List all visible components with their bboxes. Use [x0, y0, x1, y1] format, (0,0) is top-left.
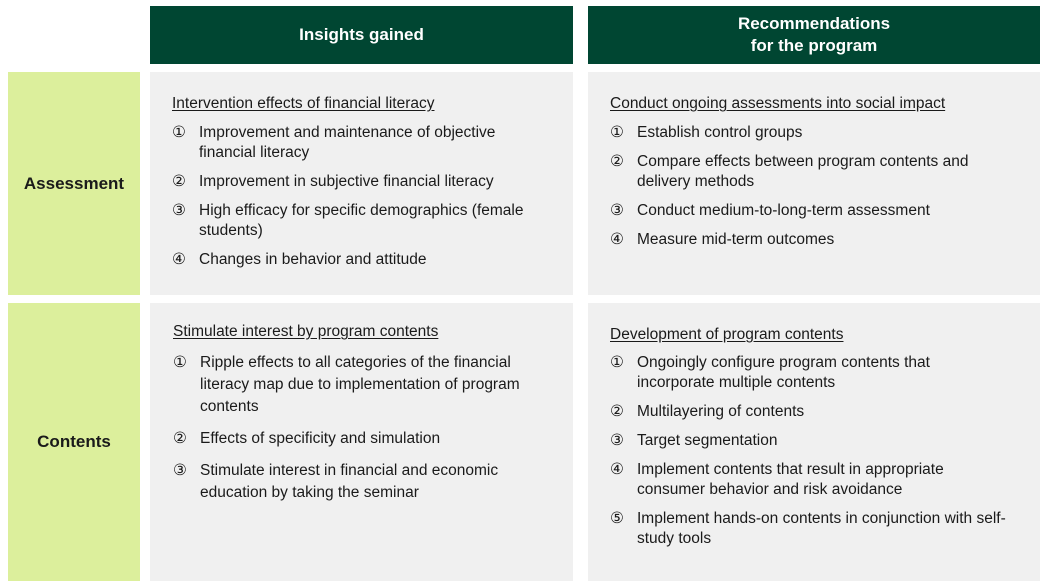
header-insights-label: Insights gained	[299, 25, 424, 44]
item-list	[173, 352, 538, 504]
item-text: High efficacy for specific demographics (female students)	[199, 202, 524, 239]
cell-title: Development of program contents	[610, 326, 844, 343]
item-number: ③	[610, 202, 624, 219]
item-text: Implement contents that result in appropriate consumer behavior and risk avoidance	[637, 461, 944, 498]
cell-assessment-insights	[150, 72, 573, 295]
cell-contents-recommendations	[588, 303, 1040, 581]
item-text: Changes in behavior and attitude	[199, 251, 427, 268]
item-text: Effects of specificity and simulation	[200, 430, 441, 447]
list-item	[173, 460, 538, 504]
list-item	[610, 353, 1010, 393]
item-text: Establish control groups	[637, 124, 803, 141]
list-item	[610, 431, 1010, 451]
item-number: ①	[610, 124, 624, 141]
item-text: Ripple effects to all categories of the financial literacy map due to implementation of program contents	[200, 354, 520, 415]
item-number: ①	[610, 354, 624, 371]
item-text: Ongoingly configure program contents that incorporate multiple contents	[637, 354, 930, 391]
row-label-contents-text: Contents	[37, 432, 111, 451]
item-text: Improvement in subjective financial literacy	[199, 173, 494, 190]
item-number: ③	[172, 202, 186, 219]
list-item	[610, 201, 1010, 221]
item-text: Stimulate interest in financial and economic education by taking the seminar	[200, 462, 499, 501]
list-item	[172, 123, 552, 163]
cell-assessment-recommendations	[588, 72, 1040, 295]
item-list	[172, 123, 552, 270]
item-number: ④	[610, 461, 624, 478]
list-item	[610, 152, 1010, 192]
item-text: Multilayering of contents	[637, 403, 805, 420]
row-label-assessment-text: Assessment	[23, 173, 125, 193]
item-number: ③	[610, 432, 624, 449]
cell-title: Stimulate interest by program contents	[173, 323, 439, 340]
item-number: ④	[172, 251, 186, 268]
list-item	[173, 428, 538, 450]
list-item	[172, 172, 552, 192]
list-item	[610, 230, 1010, 250]
cell-contents-insights	[150, 303, 573, 581]
item-text: Improvement and maintenance of objective financial literacy	[199, 124, 496, 161]
list-item	[172, 250, 552, 270]
item-number: ②	[173, 430, 187, 447]
item-list	[610, 123, 1010, 250]
cell-title: Intervention effects of financial literacy	[172, 95, 435, 112]
cell-title: Conduct ongoing assessments into social impact	[610, 95, 946, 112]
header-recommendations	[588, 6, 1040, 64]
header-recommendations-label: Recommendations for the program	[737, 14, 891, 55]
row-label-contents	[8, 303, 140, 581]
list-item	[610, 123, 1010, 143]
item-number: ①	[173, 354, 187, 371]
list-item	[173, 352, 538, 418]
item-number: ②	[610, 153, 624, 170]
item-text: Conduct medium-to-long-term assessment	[637, 202, 930, 219]
header-insights-gained	[150, 6, 573, 64]
item-number: ①	[172, 124, 186, 141]
list-item	[610, 509, 1010, 549]
item-number: ⑤	[610, 510, 624, 527]
item-number: ②	[172, 173, 186, 190]
row-label-assessment	[8, 72, 140, 295]
item-number: ③	[173, 462, 187, 479]
list-item	[610, 460, 1010, 500]
list-item	[610, 402, 1010, 422]
item-text: Measure mid-term outcomes	[637, 231, 835, 248]
item-list	[610, 353, 1010, 549]
item-text: Target segmentation	[637, 432, 778, 449]
item-text: Implement hands-on contents in conjunction with self-study tools	[637, 510, 1006, 547]
item-text: Compare effects between program contents and delivery methods	[637, 153, 969, 190]
item-number: ②	[610, 403, 624, 420]
item-number: ④	[610, 231, 624, 248]
list-item	[172, 201, 552, 241]
